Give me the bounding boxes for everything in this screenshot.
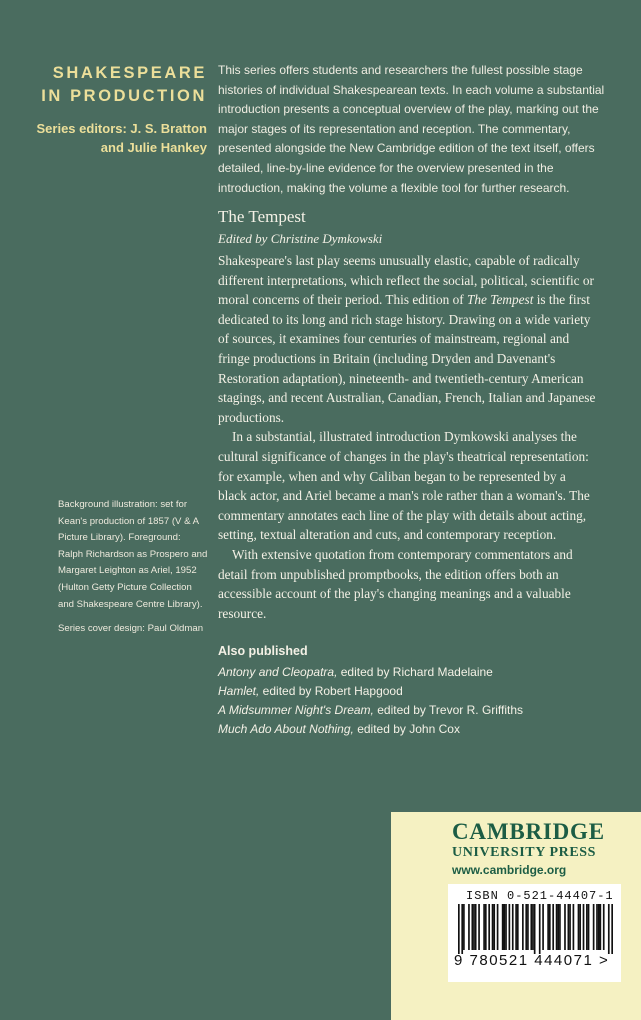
para1-text-b: is the first dedicated to its long and rich stage history. Drawing on a wide variety of sources, it examines four centuries of mainstream, regional and fringe productions in Britain (including Dryden and Davenant's Restoration adaptation), nineteenth- and twentieth-century American stagings, and recent Australian, Canadian, French, Italian and Japanese productions.	[218, 292, 596, 425]
list-item-editor: edited by Trevor R. Griffiths	[373, 703, 524, 717]
cover-design-credit: Series cover design: Paul Oldman	[58, 623, 204, 635]
barcode-bar	[502, 904, 504, 950]
book-title: The Tempest	[218, 207, 306, 226]
list-item-title: Antony and Cleopatra,	[218, 665, 338, 679]
publisher-url[interactable]: www.cambridge.org	[452, 863, 567, 877]
barcode-bar	[568, 904, 570, 950]
barcode-bar	[588, 904, 590, 950]
barcode-bar	[503, 904, 505, 950]
barcode-bar	[492, 904, 494, 950]
list-item	[218, 720, 523, 739]
barcode-bar	[512, 904, 514, 950]
barcode-bar	[488, 904, 490, 950]
barcode-bar	[509, 904, 511, 950]
barcode-bar	[493, 904, 495, 950]
barcode-bar	[598, 904, 600, 950]
series-title	[41, 62, 207, 108]
list-item-title: Much Ado About Nothing,	[218, 722, 354, 736]
also-published-list	[218, 663, 523, 739]
illustration-credit: Background illustration: set for Kean's production of 1857 (V & A Picture Library). Foreground: Ralph Richardson as Prospero and Margaret Leighton as Ariel, 1952 (Hulton Getty Picture Collection and Shakespeare Centre Library).	[58, 499, 208, 610]
barcode-bar	[583, 904, 585, 950]
barcode-bar	[532, 904, 534, 950]
barcode-bar	[603, 904, 605, 950]
series-title-line1: SHAKESPEARE	[52, 64, 207, 82]
description-paragraph-2: In a substantial, illustrated introduction Dymkowski analyses the cultural significance of changes in the play's theatrical representation: for example, when and why Caliban began to be represented by a black actor, and Ariel became a man's role rather than a woman's. The commentary annotates each line of the play with details about acting, setting, textual alteration and cuts, and contemporary reception.	[218, 429, 590, 543]
barcode-bar	[463, 904, 465, 950]
barcode-bar	[557, 904, 559, 950]
barcode-bar	[522, 904, 524, 950]
list-item-editor: edited by Robert Hapgood	[259, 684, 403, 698]
barcode-bar	[497, 904, 499, 950]
barcode-bar	[475, 904, 477, 950]
barcode-bar	[569, 904, 571, 950]
barcode-bar	[559, 904, 561, 950]
barcode-icon	[458, 904, 613, 954]
barcode-bar	[534, 904, 536, 954]
barcode-bar	[485, 904, 487, 950]
barcode-bar	[547, 904, 549, 950]
barcode-bar	[579, 904, 581, 950]
series-title-line2: IN PRODUCTION	[41, 87, 207, 105]
barcode-bar	[461, 904, 463, 954]
barcode-bar	[505, 904, 507, 950]
list-item	[218, 663, 523, 682]
isbn-label: ISBN 0-521-44407-1	[466, 889, 614, 903]
list-item-title: Hamlet,	[218, 684, 260, 698]
barcode-bar	[573, 904, 575, 950]
barcode-bar	[611, 904, 613, 954]
list-item-title: A Midsummer Night's Dream,	[218, 703, 374, 717]
list-item-editor: edited by Richard Madelaine	[337, 665, 493, 679]
barcode-bar	[473, 904, 475, 950]
series-blurb: This series offers students and researchers the fullest possible stage histories of individual Shakespearean texts. In each volume a substantial introduction presents a conceptual overview of the play, marking out the major stages of its representation and reception. The commentary, presented alongside the New Cambridge edition of the text itself, offers detailed, line-by-line evidence for the overview presented in the introduction, making the volume a flexible tool for further research.	[218, 63, 605, 195]
book-description	[218, 251, 596, 623]
barcode-bar	[471, 904, 473, 950]
barcode-bar	[530, 904, 532, 950]
para1-play-title: The Tempest	[467, 292, 534, 308]
barcode-bar	[458, 904, 460, 954]
barcode-bar	[542, 904, 544, 950]
series-editors-line2: and Julie Hankey	[100, 140, 207, 155]
barcode-bar	[527, 904, 529, 950]
barcode-bar	[578, 904, 580, 950]
list-item	[218, 682, 523, 701]
barcode-bar	[596, 904, 598, 950]
barcode-bar	[525, 904, 527, 950]
barcode-bar	[483, 904, 485, 950]
list-item-editor: edited by John Cox	[353, 722, 460, 736]
description-paragraph-3: With extensive quotation from contemporary commentators and detail from unpublished promptbooks, the edition offers both an accessible account of the play's changing meanings and a valuable resource.	[218, 546, 573, 621]
barcode-bar	[552, 904, 554, 950]
barcode-bar	[608, 904, 610, 954]
series-editors	[37, 119, 208, 157]
barcode-bar	[517, 904, 519, 950]
series-editors-line1: Series editors: J. S. Bratton	[36, 121, 207, 136]
barcode-bar	[586, 904, 588, 950]
publisher-name: CAMBRIDGE	[452, 819, 605, 844]
also-published-heading: Also published	[218, 644, 308, 658]
description-paragraph-1	[218, 251, 596, 427]
barcode-bar	[593, 904, 595, 950]
barcode-bar	[468, 904, 470, 950]
publisher-subname: UNIVERSITY PRESS	[452, 845, 597, 860]
cover-credits	[58, 497, 208, 646]
barcode-bar	[556, 904, 558, 950]
book-editor: Edited by Christine Dymkowski	[218, 231, 383, 246]
barcode-bar	[564, 904, 566, 950]
barcode-bar	[539, 904, 541, 954]
barcode-bar	[478, 904, 480, 950]
list-item	[218, 701, 523, 720]
barcode-bar	[600, 904, 602, 950]
barcode-bar	[515, 904, 517, 950]
barcode-bar	[549, 904, 551, 950]
para1-text-a: Shakespeare's last play seems unusually elastic, capable of radically different interpretations, which reflect the social, political, scientific or moral concerns of their period. This edition of	[218, 253, 594, 308]
barcode-digits: 9 780521 444071 >	[454, 952, 610, 969]
